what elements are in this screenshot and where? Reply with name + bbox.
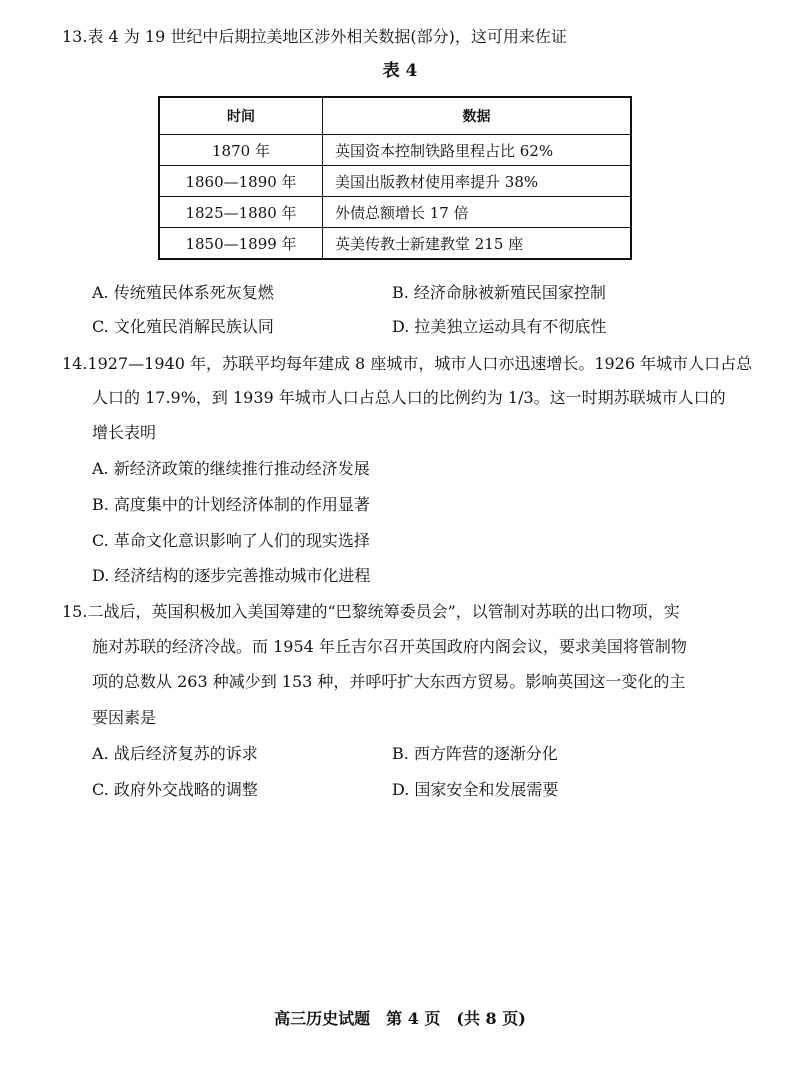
q15-stem-line-4: 要因素是: [92, 708, 157, 727]
q15-option-d: D. 国家安全和发展需要: [392, 780, 559, 799]
q15-stem-line-3: 项的总数从 263 种减少到 153 种，并呼吁扩大东西方贸易。影响英国这一变化的主: [92, 672, 686, 691]
q14-option-b: B. 高度集中的计划经济体制的作用显著: [92, 495, 370, 514]
q14-option-c: C. 革命文化意识影响了人们的现实选择: [92, 531, 370, 550]
table-header-row: [159, 97, 631, 135]
q13-option-c: C. 文化殖民消解民族认同: [92, 317, 274, 336]
table-header-data: 数据: [323, 97, 632, 135]
q15-stem-line-2: 施对苏联的经济冷战。而 1954 年丘吉尔召开英国政府内阁会议，要求美国将管制物: [92, 637, 687, 656]
table-caption: 表 4: [382, 61, 418, 81]
table-cell-time: 1850—1899 年: [159, 228, 323, 260]
q14-stem-line-1: 14.1927—1940 年，苏联平均每年建成 8 座城市，城市人口亦迅速增长。1926 年城市人口占总: [62, 354, 753, 373]
q13-option-a: A. 传统殖民体系死灰复燃: [92, 283, 274, 302]
table-row: [159, 197, 631, 228]
data-table: [158, 96, 632, 260]
table-cell-data: 美国出版教材使用率提升 38%: [323, 166, 632, 197]
q14-stem-line-3: 增长表明: [92, 423, 157, 442]
q15-stem-line-1: 15.二战后，英国积极加入美国筹建的“巴黎统筹委员会”，以管制对苏联的出口物项，实: [62, 602, 680, 621]
table-cell-time: 1870 年: [159, 135, 323, 166]
q14-stem-line-2: 人口的 17.9%，到 1939 年城市人口占总人口的比例约为 1/3。这一时期苏联城市人口的: [92, 388, 726, 407]
table-cell-data: 外债总额增长 17 倍: [323, 197, 632, 228]
q14-option-a: A. 新经济政策的继续推行推动经济发展: [92, 459, 370, 478]
table-row: [159, 135, 631, 166]
q15-option-b: B. 西方阵营的逐渐分化: [392, 744, 558, 763]
q15-option-c: C. 政府外交战略的调整: [92, 780, 258, 799]
q13-option-b: B. 经济命脉被新殖民国家控制: [392, 283, 606, 302]
table-cell-time: 1825—1880 年: [159, 197, 323, 228]
q13-option-d: D. 拉美独立运动具有不彻底性: [392, 317, 607, 336]
table-header-time: 时间: [159, 97, 323, 135]
table-cell-time: 1860—1890 年: [159, 166, 323, 197]
table-cell-data: 英国资本控制铁路里程占比 62%: [323, 135, 632, 166]
q15-option-a: A. 战后经济复苏的诉求: [92, 744, 258, 763]
table-row: [159, 228, 631, 260]
q14-option-d: D. 经济结构的逐步完善推动城市化进程: [92, 566, 371, 585]
q13-stem: 13.表 4 为 19 世纪中后期拉美地区涉外相关数据(部分)，这可用来佐证: [62, 27, 567, 46]
table-row: [159, 166, 631, 197]
table-cell-data: 英美传教士新建教堂 215 座: [323, 228, 632, 260]
page-footer: 高三历史试题 第 4 页 (共 8 页): [274, 1009, 526, 1028]
